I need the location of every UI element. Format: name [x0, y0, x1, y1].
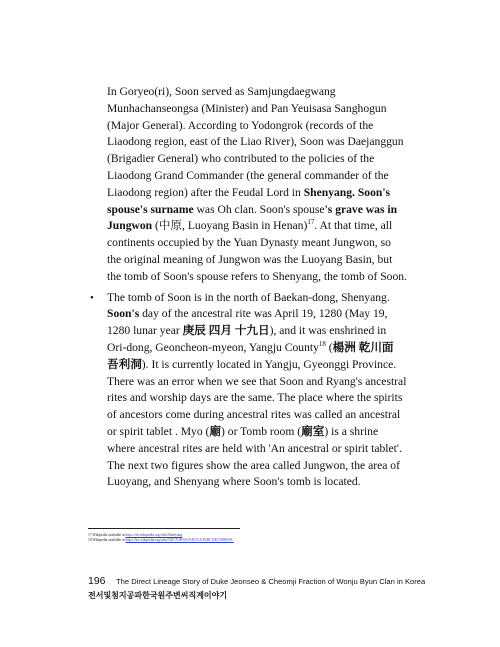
bold-run: 廟 — [209, 424, 222, 438]
paragraph-soon-tomb — [107, 290, 407, 492]
footnote-ref-17[interactable]: 17 — [307, 218, 315, 227]
text-run: (中原, Luoyang Basin in Henan) — [152, 219, 308, 233]
bold-run: 廟室 — [301, 424, 325, 438]
footnote-ref-18[interactable]: 18 — [318, 340, 326, 349]
bullet-item-soon-tomb — [90, 290, 407, 492]
running-title: The Direct Lineage Story of Duke Jeonseo & Cheomji Fraction of Wonju Byun Clan in Korea — [116, 577, 426, 586]
bold-run: 庚辰 四月 十九日 — [182, 324, 270, 338]
footnotes — [88, 533, 408, 543]
footnote-link[interactable]: https://en.wikipedia.org/wiki/Shenyang — [125, 533, 183, 537]
text-run: ( — [325, 340, 333, 354]
text-run: was Oh clan. Soon's spouse — [193, 202, 325, 216]
bold-run: 's grave was in Jungwon — [107, 202, 398, 233]
footnote-label: 17 Wikipedia available at — [88, 533, 126, 537]
paragraph-soon-career — [107, 84, 407, 286]
text-run: In Goryeo(ri), Soon served as Samjungdaegwang Munhachanseongsa (Minister) and Pan Yeuisasa Sanghogun (Major General). According to Yodongrok (records of the Liaodong region, east of the Liao River), Soon was Daejanggun (Brigadier General) who contributed to the policies of the Liaodong Grand Commander (the general commander of the Liaodong region) after the Feudal Lord in — [107, 85, 404, 199]
body-text — [90, 84, 407, 491]
text-run: ) or Tomb room ( — [221, 424, 302, 438]
running-title-korean: 전서및첨지공파한국원주변씨직계이야기 — [88, 591, 228, 600]
page-number: 196 — [88, 575, 106, 587]
footnote-label: 18 Wikipedia available at — [88, 538, 126, 542]
text-run: ) is a shrine where ancestral rites are held with 'An ancestral or spirit tablet'. The next two figures show the area called Jungwon, the area of Luoyang, and Shenyang where Soon's tomb is located. — [107, 424, 402, 489]
text-run: ), and it was enshrined in Ori-dong, Geoncheon-myeon, Yangju County — [107, 324, 387, 354]
bullet-icon: • — [90, 291, 94, 304]
footnote-18 — [88, 538, 408, 543]
text-run: The tomb of Soon is in the north of Baekan-dong, Shenyang. — [107, 290, 390, 304]
text-run: . At that time, all continents occupied by the Yuan Dynasty meant Jungwon, so the original meaning of Jungwon was the Luoyang Basin, but the tomb of Soon's spouse refers to Shenyang, the tomb of Soon. — [107, 219, 407, 283]
bold-run: Soon's — [107, 307, 140, 321]
footnote-divider — [88, 528, 240, 529]
text-run: day of the ancestral rite was April 19, 1280 (May 19, 1280 lunar year — [107, 307, 388, 338]
footnote-link[interactable]: https://ko.wikipedia.org/wiki/%EC%96%91%EC%A3%BC%EC%8B%9C — [125, 538, 234, 542]
text-run: ). It is currently located in Yangju, Gyeonggi Province. There was an error when we see that Soon and Ryang's ancestral rites and worship days are the same. The place where the spirits of ancestors come during ancestral rites was called an ancestral or spirit tablet . Myo ( — [107, 357, 407, 438]
bold-run: 楊洲 乾川面 吾利洞 — [107, 340, 394, 371]
bold-run: Shenyang. Soon's spouse's surname — [107, 185, 391, 216]
